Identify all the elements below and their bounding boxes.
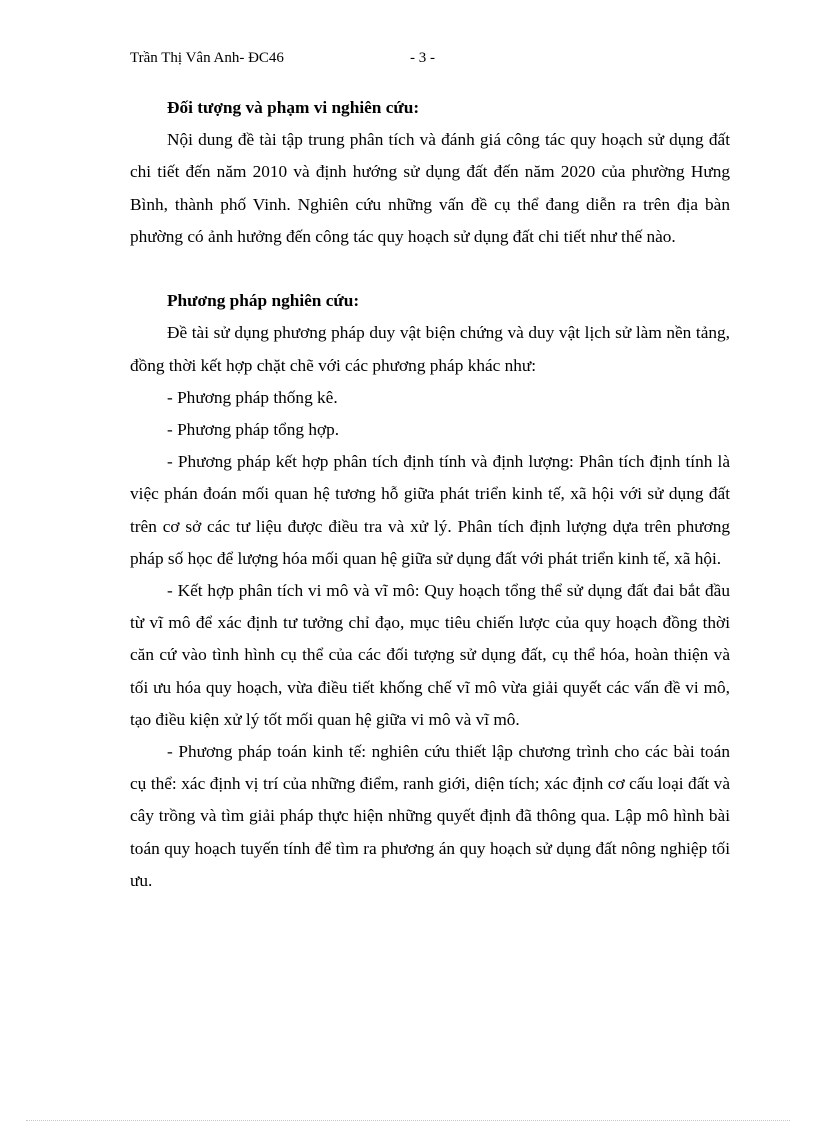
section-heading-methods: Phương pháp nghiên cứu: xyxy=(167,291,360,311)
section-methods xyxy=(130,285,730,897)
header-page-number: - 3 - xyxy=(410,50,435,66)
section-scope xyxy=(130,92,730,253)
section-heading-scope: Đối tượng và phạm vi nghiên cứu: xyxy=(167,98,420,117)
list-item: - Kết hợp phân tích vi mô và vĩ mô: Quy hoạch tổng thể sử dụng đất đai bắt đầu từ vĩ mô để xác định tư tưởng chỉ đạo, mục tiêu chiến lược của quy hoạch đồng thời căn cứ vào tình hình cụ thể của các đối tượng sử dụng đất, cụ thể hóa, hoàn thiện và tối ưu hóa quy hoạch, vừa điều tiết khống chế vĩ mô vừa giải quyết các vấn đề vi mô, tạo điều kiện xử lý tốt mối quan hệ giữa vi mô và vĩ mô. xyxy=(130,581,730,729)
list-item: - Phương pháp tổng hợp. xyxy=(167,420,340,440)
page-bottom-border xyxy=(26,1120,790,1121)
paragraph: Nội dung đề tài tập trung phân tích và đánh giá công tác quy hoạch sử dụng đất chi tiết đến năm 2010 và định hướng sử dụng đất đến năm 2020 của phường Hưng Bình, thành phố Vinh. Nghiên cứu những vấn đề cụ thể đang diễn ra trên địa bàn phường có ảnh hưởng đến công tác quy hoạch sử dụng đất chi tiết như thế nào. xyxy=(130,130,730,246)
section-gap xyxy=(130,253,730,285)
list-item: - Phương pháp thống kê. xyxy=(167,387,338,407)
document-body xyxy=(130,92,730,897)
paragraph: Đề tài sử dụng phương pháp duy vật biện chứng và duy vật lịch sử làm nền tảng, đồng thời kết hợp chặt chẽ với các phương pháp khác như: xyxy=(130,323,730,375)
header-author: Trần Thị Vân Anh- ĐC46 xyxy=(130,50,284,66)
list-item: - Phương pháp toán kinh tế: nghiên cứu thiết lập chương trình cho các bài toán cụ thể: xác định vị trí của những điểm, ranh giới, diện tích; xác định cơ cấu loại đất và cây trồng và tìm giải pháp thực hiện những quyết định đã thông qua. Lập mô hình bài toán quy hoạch tuyến tính để tìm ra phương án quy hoạch sử dụng đất nông nghiệp tối ưu. xyxy=(130,742,730,890)
page-header xyxy=(130,50,730,70)
list-item: - Phương pháp kết hợp phân tích định tính và định lượng: Phân tích định tính là việc phán đoán mối quan hệ tương hỗ giữa phát triển kinh tế, xã hội với sử dụng đất trên cơ sở các tư liệu được điều tra và xử lý. Phân tích định lượng dựa trên phương pháp số học để lượng hóa mối quan hệ giữa sử dụng đất với phát triển kinh tế, xã hội. xyxy=(130,452,730,568)
